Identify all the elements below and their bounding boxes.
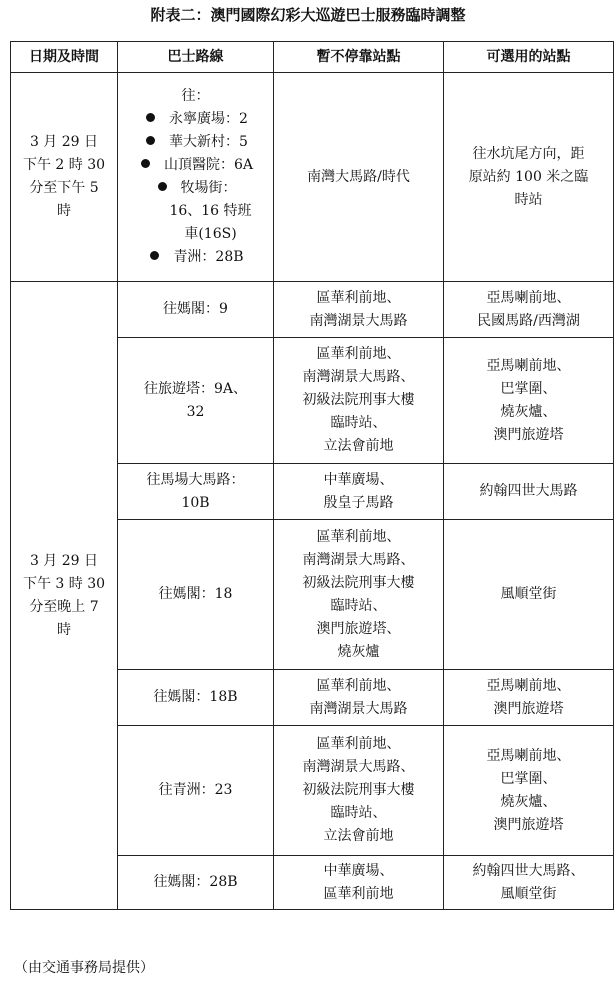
cell-line: 澳門旅遊塔 (493, 816, 564, 833)
stop-line: 往水坑尾方向，距 (472, 145, 585, 162)
route-item: 牧場街： (118, 177, 273, 200)
cell-line: 區華利前地、 (316, 528, 401, 545)
cell-line: 時 (57, 621, 71, 638)
cell-line: 3 月 29 日 (29, 552, 99, 569)
cell-line: 燒灰爐、 (500, 793, 557, 810)
cell-line: 約翰四世大馬路 (479, 483, 578, 499)
stop-line: 南灣大馬路/時代 (307, 168, 410, 185)
cell-line: 澳門旅遊塔 (493, 700, 564, 717)
cell-line: 中華廣場、 (323, 471, 394, 488)
cell-line: 區華利前地、 (316, 677, 401, 694)
cell-line: 亞馬喇前地、 (486, 289, 571, 306)
cell-line: 往旅遊塔：9A、 (143, 380, 248, 397)
header-alternative-stops: 可選用的站點 (444, 42, 614, 73)
alternative-stops-cell (444, 670, 614, 726)
cell-line: 臨時站、 (330, 597, 387, 614)
cell-line: 風順堂街 (500, 586, 557, 602)
cell-line: 區華利前地、 (316, 346, 401, 362)
date-cell (11, 73, 118, 282)
table-row (11, 73, 614, 282)
cell-line: 區華利前地 (323, 885, 394, 902)
table-row (11, 282, 614, 338)
bullet-icon (146, 113, 155, 122)
alternative-stops-cell (444, 282, 614, 338)
suspended-stops-cell (274, 73, 444, 282)
cell-line: 往媽閣：28B (153, 874, 238, 890)
alternative-stops-cell (444, 73, 614, 282)
cell-line: 初級法院刑事大樓 (302, 782, 415, 798)
bus-adjustment-table (10, 41, 614, 910)
cell-line: 亞馬喇前地、 (486, 747, 571, 764)
cell-line: 立法會前地 (323, 828, 394, 844)
cell-line: 澳門旅遊塔 (493, 426, 564, 443)
cell-line: 往媽閣：18B (153, 689, 238, 705)
date-line: 時 (57, 203, 71, 219)
suspended-stops-cell (274, 282, 444, 338)
cell-line: 下午 3 時 30 (22, 575, 106, 592)
suspended-stops-cell (274, 856, 444, 910)
cell-line: 亞馬喇前地、 (486, 357, 571, 374)
stop-line: 時站 (514, 191, 543, 208)
date-line: 3 月 29 日 (29, 134, 99, 150)
cell-line: 初級法院刑事大樓 (302, 574, 415, 591)
alternative-stops-cell (444, 520, 614, 670)
cell-line: 燒灰爐 (337, 643, 380, 660)
route-cell (118, 726, 274, 856)
cell-line: 32 (186, 403, 205, 420)
route-cell (118, 520, 274, 670)
cell-line: 臨時站、 (330, 805, 387, 821)
section2-body (11, 282, 614, 910)
alternative-stops-cell (444, 726, 614, 856)
suspended-stops-cell (274, 670, 444, 726)
cell-line: 南灣湖景大馬路、 (302, 369, 415, 385)
route-item: 華大新村：5 (118, 131, 273, 154)
cell-line: 往馬場大馬路： (146, 471, 245, 488)
route-cell (118, 670, 274, 726)
bullet-icon (158, 182, 167, 191)
date-line: 下午 2 時 30 (22, 157, 106, 173)
cell-line: 巴掌圍、 (500, 380, 557, 397)
cell-line: 南灣湖景大馬路 (309, 700, 408, 717)
route-cell (118, 464, 274, 520)
cell-line: 約翰四世大馬路、 (472, 862, 585, 879)
cell-line: 往媽閣：9 (163, 301, 228, 317)
source-note: （由交通事務局提供） (14, 960, 154, 976)
cell-line: 殷皇子馬路 (323, 494, 394, 511)
header-suspended-stops: 暫不停靠站點 (274, 42, 444, 73)
suspended-stops-cell (274, 726, 444, 856)
route-item-continuation: 16、16 特班 (169, 203, 252, 219)
cell-line: 往媽閣：18 (158, 586, 233, 602)
stop-line: 原站約 100 米之臨 (468, 168, 589, 185)
cell-line: 中華廣場、 (323, 862, 394, 879)
bullet-icon (146, 136, 155, 145)
route-cell (118, 856, 274, 910)
header-bus-route: 巴士路線 (118, 42, 274, 73)
cell-line: 初級法院刑事大樓 (302, 392, 415, 408)
alternative-stops-cell (444, 338, 614, 464)
alternative-stops-cell (444, 856, 614, 910)
route-item: 山頂醫院：6A (118, 154, 273, 177)
cell-line: 10B (181, 494, 210, 511)
table-header-row (11, 42, 614, 73)
bullet-icon (141, 159, 150, 168)
cell-line: 亞馬喇前地、 (486, 677, 571, 694)
cell-line: 往青洲：23 (158, 782, 233, 798)
route-cell (118, 73, 274, 282)
date-cell (11, 282, 118, 910)
route-item: 青洲：28B (118, 246, 273, 269)
route-item-continuation: 車(16S) (184, 226, 237, 242)
header-date-time: 日期及時間 (11, 42, 118, 73)
route-item: 永寧廣場：2 (118, 108, 273, 131)
cell-line: 南灣湖景大馬路 (309, 312, 408, 329)
bullet-icon (150, 251, 159, 260)
cell-line: 巴掌圍、 (500, 770, 557, 787)
suspended-stops-cell (274, 520, 444, 670)
route-intro: 往： (181, 88, 210, 104)
cell-line: 臨時站、 (330, 415, 387, 431)
route-cell (118, 338, 274, 464)
cell-line: 立法會前地 (323, 438, 394, 454)
route-cell (118, 282, 274, 338)
alternative-stops-cell (444, 464, 614, 520)
cell-line: 南灣湖景大馬路、 (302, 551, 415, 568)
cell-line: 風順堂街 (500, 885, 557, 902)
cell-line: 南灣湖景大馬路、 (302, 759, 415, 775)
cell-line: 澳門旅遊塔、 (316, 620, 401, 637)
cell-line: 分至晚上 7 (29, 598, 99, 615)
date-line: 分至下午 5 (29, 180, 99, 196)
suspended-stops-cell (274, 464, 444, 520)
suspended-stops-cell (274, 338, 444, 464)
cell-line: 燒灰爐、 (500, 403, 557, 420)
document-title: 附表二：澳門國際幻彩大巡遊巴士服務臨時調整 (150, 6, 466, 24)
cell-line: 區華利前地、 (316, 289, 401, 306)
cell-line: 區華利前地、 (316, 736, 401, 752)
cell-line: 民國馬路/西灣湖 (477, 312, 580, 329)
